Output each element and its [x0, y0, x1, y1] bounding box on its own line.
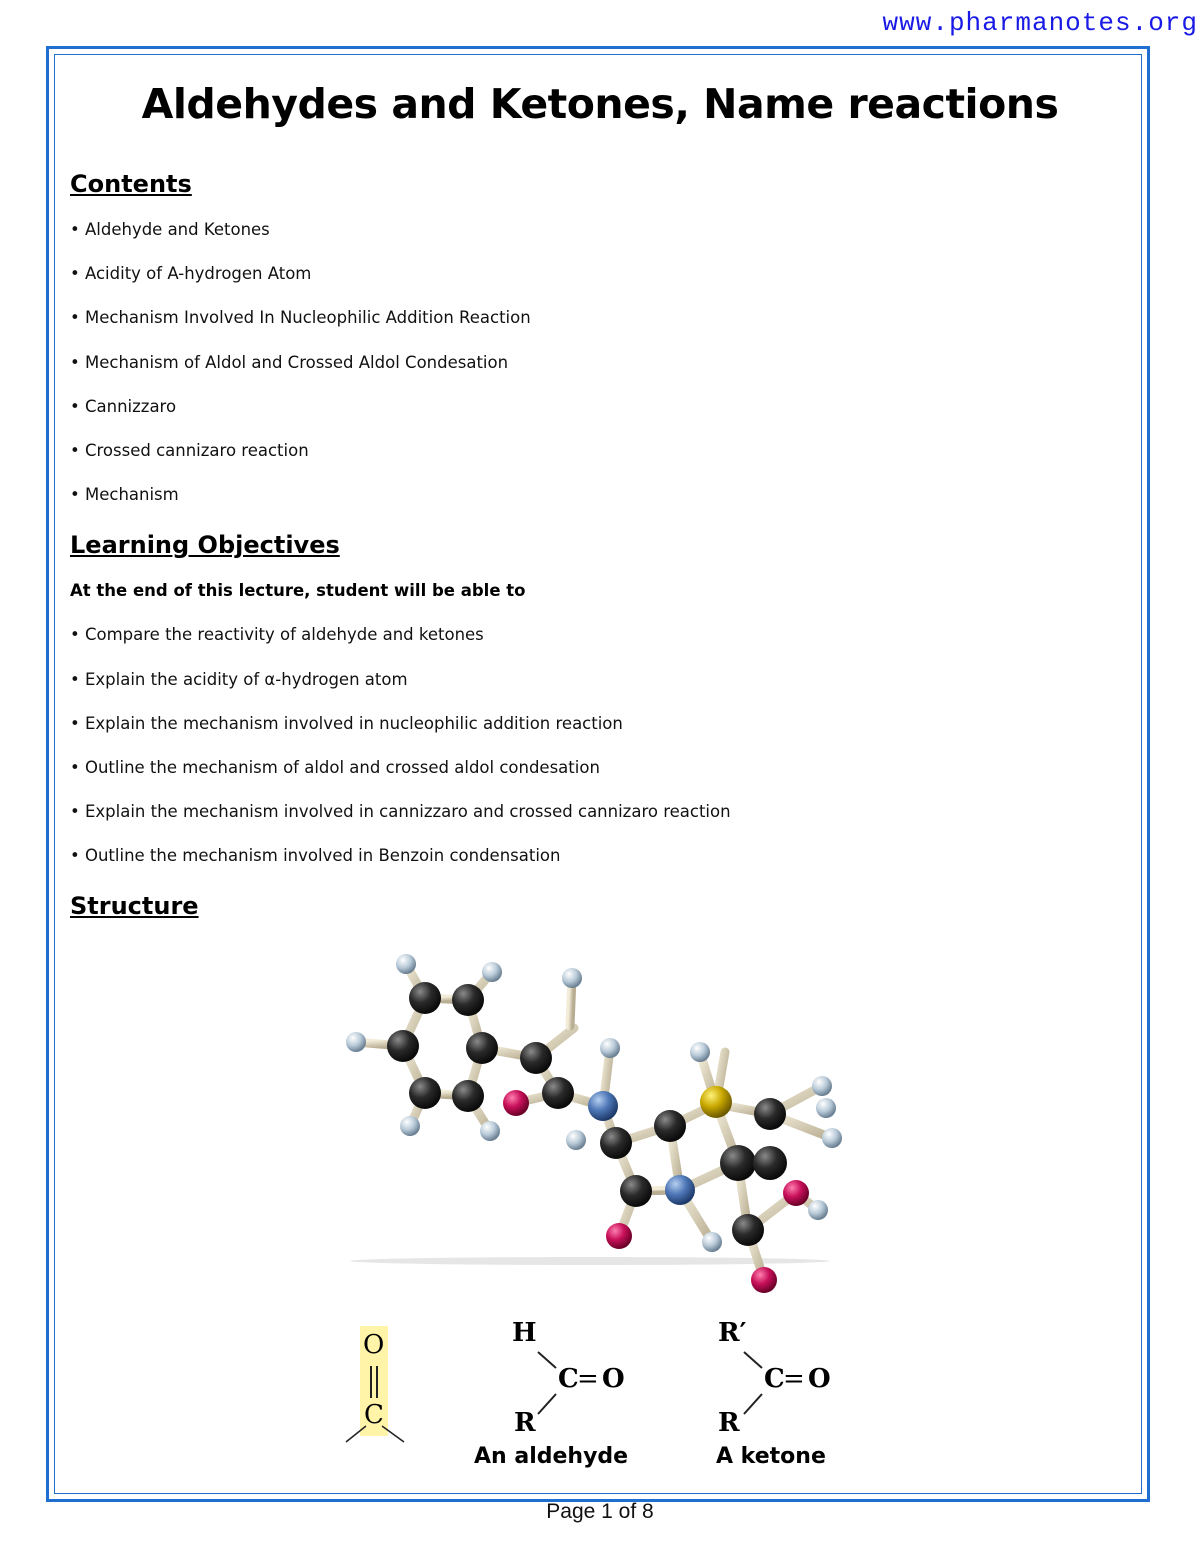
structure-section: [70, 892, 1130, 920]
contents-item: • Cannizzaro: [70, 395, 1130, 439]
carbon-atom: [452, 984, 484, 1016]
ketone-r-prime: R′: [718, 1318, 747, 1348]
oxygen-atom: [503, 1090, 529, 1116]
oxygen-atom: [751, 1267, 777, 1293]
aldehyde-double-bond: =: [577, 1364, 599, 1394]
page-number: Page 1 of 8: [546, 1500, 654, 1523]
contents-item: • Aldehyde and Ketones: [70, 218, 1130, 262]
carbon-atom: [600, 1127, 632, 1159]
carbon-atom: [620, 1175, 652, 1207]
objective-item: • Compare the reactivity of aldehyde and ketones: [70, 623, 1130, 667]
carbonyl-carbon: C: [364, 1400, 384, 1430]
contents-item: • Crossed cannizaro reaction: [70, 439, 1130, 483]
oxygen-atom: [783, 1180, 809, 1206]
objective-item: • Outline the mechanism involved in Benzoin condensation: [70, 844, 1130, 888]
hydrogen-atom: [482, 962, 502, 982]
carbon-atom: [520, 1042, 552, 1074]
objectives-section: [70, 531, 1130, 888]
aldehyde-caption: An aldehyde: [474, 1444, 629, 1469]
hydrogen-atom: [808, 1200, 828, 1220]
aldehyde-o: O: [602, 1364, 625, 1394]
contents-item: • Mechanism Involved In Nucleophilic Addition Reaction: [70, 306, 1130, 350]
hydrogen-atom: [400, 1116, 420, 1136]
carbon-atom: [720, 1145, 756, 1181]
hydrogen-atom: [816, 1098, 836, 1118]
carbon-atom: [409, 982, 441, 1014]
carbon-atom: [452, 1080, 484, 1112]
carbon-atom: [466, 1032, 498, 1064]
contents-section: [70, 170, 1130, 527]
ketone-structure: [714, 1318, 914, 1478]
hydrogen-atom: [690, 1042, 710, 1062]
structure-heading: Structure: [70, 892, 199, 921]
carbon-atom: [409, 1077, 441, 1109]
ketone-r: R: [718, 1408, 740, 1438]
carbonyl-group: [340, 1318, 410, 1446]
hydrogen-atom: [812, 1076, 832, 1096]
page-title: Aldehydes and Ketones, Name reactions: [141, 80, 1059, 128]
aldehyde-r: R: [514, 1408, 536, 1438]
nitrogen-atom: [588, 1091, 618, 1121]
objective-item: • Explain the mechanism involved in nucleophilic addition reaction: [70, 712, 1130, 756]
page-content: [70, 70, 1130, 920]
objectives-intro: At the end of this lecture, student will be able to: [70, 581, 526, 601]
objective-item: • Explain the mechanism involved in cannizzaro and crossed cannizaro reaction: [70, 800, 1130, 844]
carbon-atom: [387, 1030, 419, 1062]
carbon-atom: [754, 1098, 786, 1130]
hydrogen-atom: [822, 1128, 842, 1148]
objective-item: • Outline the mechanism of aldol and crossed aldol condesation: [70, 756, 1130, 800]
contents-item: • Mechanism: [70, 483, 1130, 527]
hydrogen-atom: [600, 1038, 620, 1058]
carbon-atom: [654, 1110, 686, 1142]
aldehyde-structure: [470, 1318, 670, 1478]
molecule-ball-and-stick-illustration: [340, 948, 850, 1298]
contents-item: • Acidity of A-hydrogen Atom: [70, 262, 1130, 306]
ketone-c: C: [764, 1364, 785, 1394]
hydrogen-atom: [566, 1130, 586, 1150]
carbon-atom: [753, 1146, 787, 1180]
ketone-o: O: [808, 1364, 831, 1394]
carbon-atom: [542, 1077, 574, 1109]
aldehyde-h: H: [512, 1318, 537, 1348]
nitrogen-atom: [665, 1175, 695, 1205]
hydrogen-atom: [562, 968, 582, 988]
ketone-double-bond: =: [783, 1364, 805, 1394]
objective-item: • Explain the acidity of α-hydrogen atom: [70, 668, 1130, 712]
hydrogen-atom: [346, 1032, 366, 1052]
carbon-atom: [732, 1214, 764, 1246]
hydrogen-atom: [702, 1232, 722, 1252]
aldehyde-c: C: [558, 1364, 579, 1394]
hydrogen-atom: [480, 1121, 500, 1141]
ketone-caption: A ketone: [716, 1444, 826, 1469]
sulfur-atom: [700, 1086, 732, 1118]
site-url[interactable]: www.pharmanotes.org: [882, 8, 1198, 38]
carbonyl-oxygen: O: [363, 1330, 385, 1360]
objectives-heading: Learning Objectives: [70, 531, 340, 560]
contents-heading: Contents: [70, 170, 192, 198]
hydrogen-atom: [396, 954, 416, 974]
contents-item: • Mechanism of Aldol and Crossed Aldol Condesation: [70, 351, 1130, 395]
oxygen-atom: [606, 1223, 632, 1249]
molecule-atoms: [346, 954, 842, 1293]
